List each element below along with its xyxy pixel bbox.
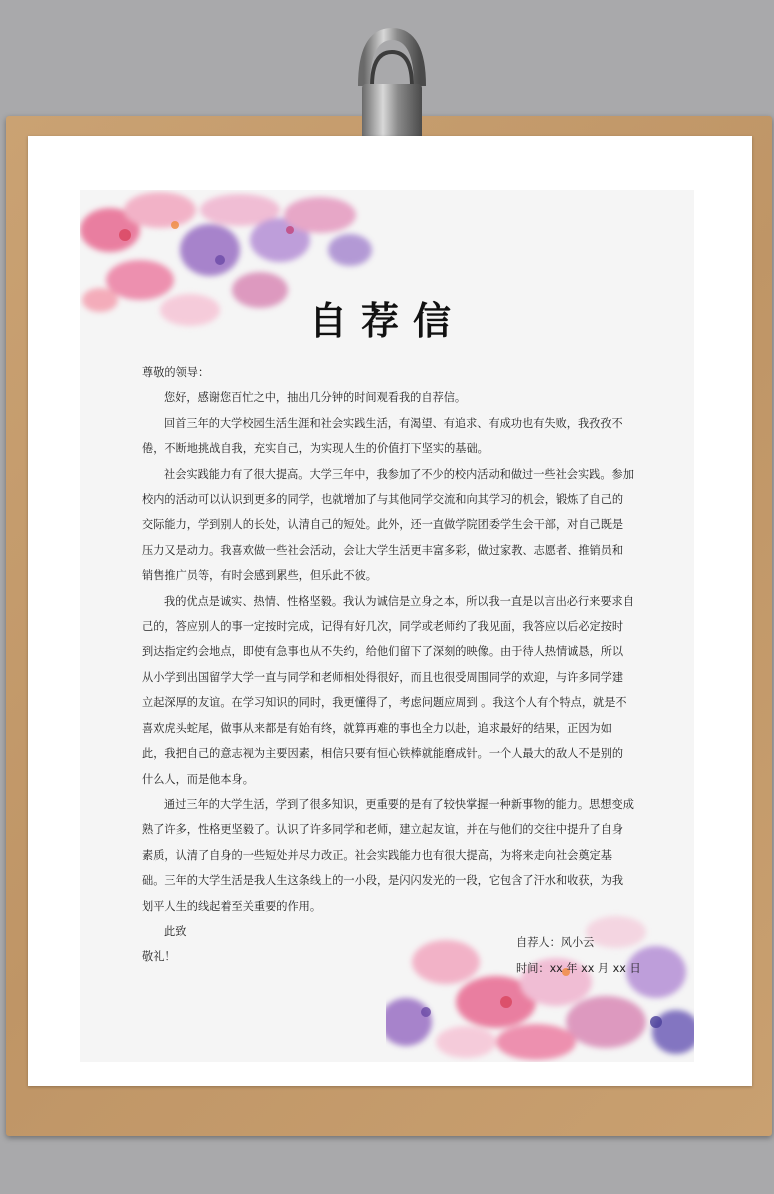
letter-body <box>142 360 634 970</box>
signature-block <box>516 930 641 982</box>
closing-regards: 此致 <box>164 924 187 938</box>
paragraph-practice: 社会实践能力有了很大提高。大学三年中，我参加了不少的校内活动和做过一些社会实践。参加校内的活动可以认识到更多的同学，也就增加了与其他同学交流和向其学习的机会，锻炼了自己的交际能力，学到别人的长处，认清自己的短处。此外，还一直做学院团委学生会干部，对自己既是压力又是动力。我喜欢做一些社会活动，会让大学生活更丰富多彩，做过家教、志愿者、推销员和销售推广员等，有时会感到累些，但乐此不彼。 <box>142 467 634 583</box>
salutation: 尊敬的领导： <box>142 366 210 379</box>
paragraph-summary: 通过三年的大学生活，学到了很多知识，更重要的是有了较快掌握一种新事物的能力。思想变成熟了许多，性格更坚毅了。认识了许多同学和老师，建立起友谊，并在与他们的交往中提升了自身素质，认清了自身的一些短处并尽力改正。社会实践能力也有很大提高，为将来走向社会奠定基础。三年的大学生活是我人生这条线上的一小段，是闪闪发光的一段，它包含了汗水和收获，为我划平人生的线起着至关重要的作用。 <box>142 797 634 913</box>
paragraph-strengths: 我的优点是诚实、热情、性格坚毅。我认为诚信是立身之本，所以我一直是以言出必行来要求自己的，答应别人的事一定按时完成，记得有好几次，同学或老师约了我见面，我答应以后必定按时到达指定约会地点，即使有急事也从不失约，给他们留下了深刻的映像。由于待人热情诚恳，所以从小学到出国留学大学一直与同学和老师相处得很好，而且也很受周围同学的欢迎，与许多同学建立起深厚的友谊。在学习知识的同时，我更懂得了，考虑问题应周到 。我这个人有个特点，就是不喜欢虎头蛇尾，做事从来都是有始有终，就算再难的事也全力以赴，追求最好的结果，正因为如此，我把自己的意志视为主要因素，相信只要有恒心铁棒就能磨成针。一个人最大的敌人不是别的什么人，而是他本身。 <box>142 594 634 786</box>
letter-date: 时间：xx 年 xx 月 xx 日 <box>516 962 641 975</box>
closing-salute: 敬礼！ <box>142 950 176 964</box>
recommender-name: 自荐人：风小云 <box>516 936 595 949</box>
letter-title: 自荐信 <box>308 298 465 343</box>
letter-page <box>80 190 694 1062</box>
paragraph-review: 回首三年的大学校园生活生涯和社会实践生活，有渴望、有追求、有成功也有失败，我孜孜不倦，不断地挑战自我，充实自己，为实现人生的价值打下坚实的基础。 <box>142 416 623 456</box>
watercolor-flowers-bottom <box>386 902 694 1062</box>
paragraph-greeting: 您好，感谢您百忙之中，抽出几分钟的时间观看我的自荐信。 <box>164 391 467 405</box>
